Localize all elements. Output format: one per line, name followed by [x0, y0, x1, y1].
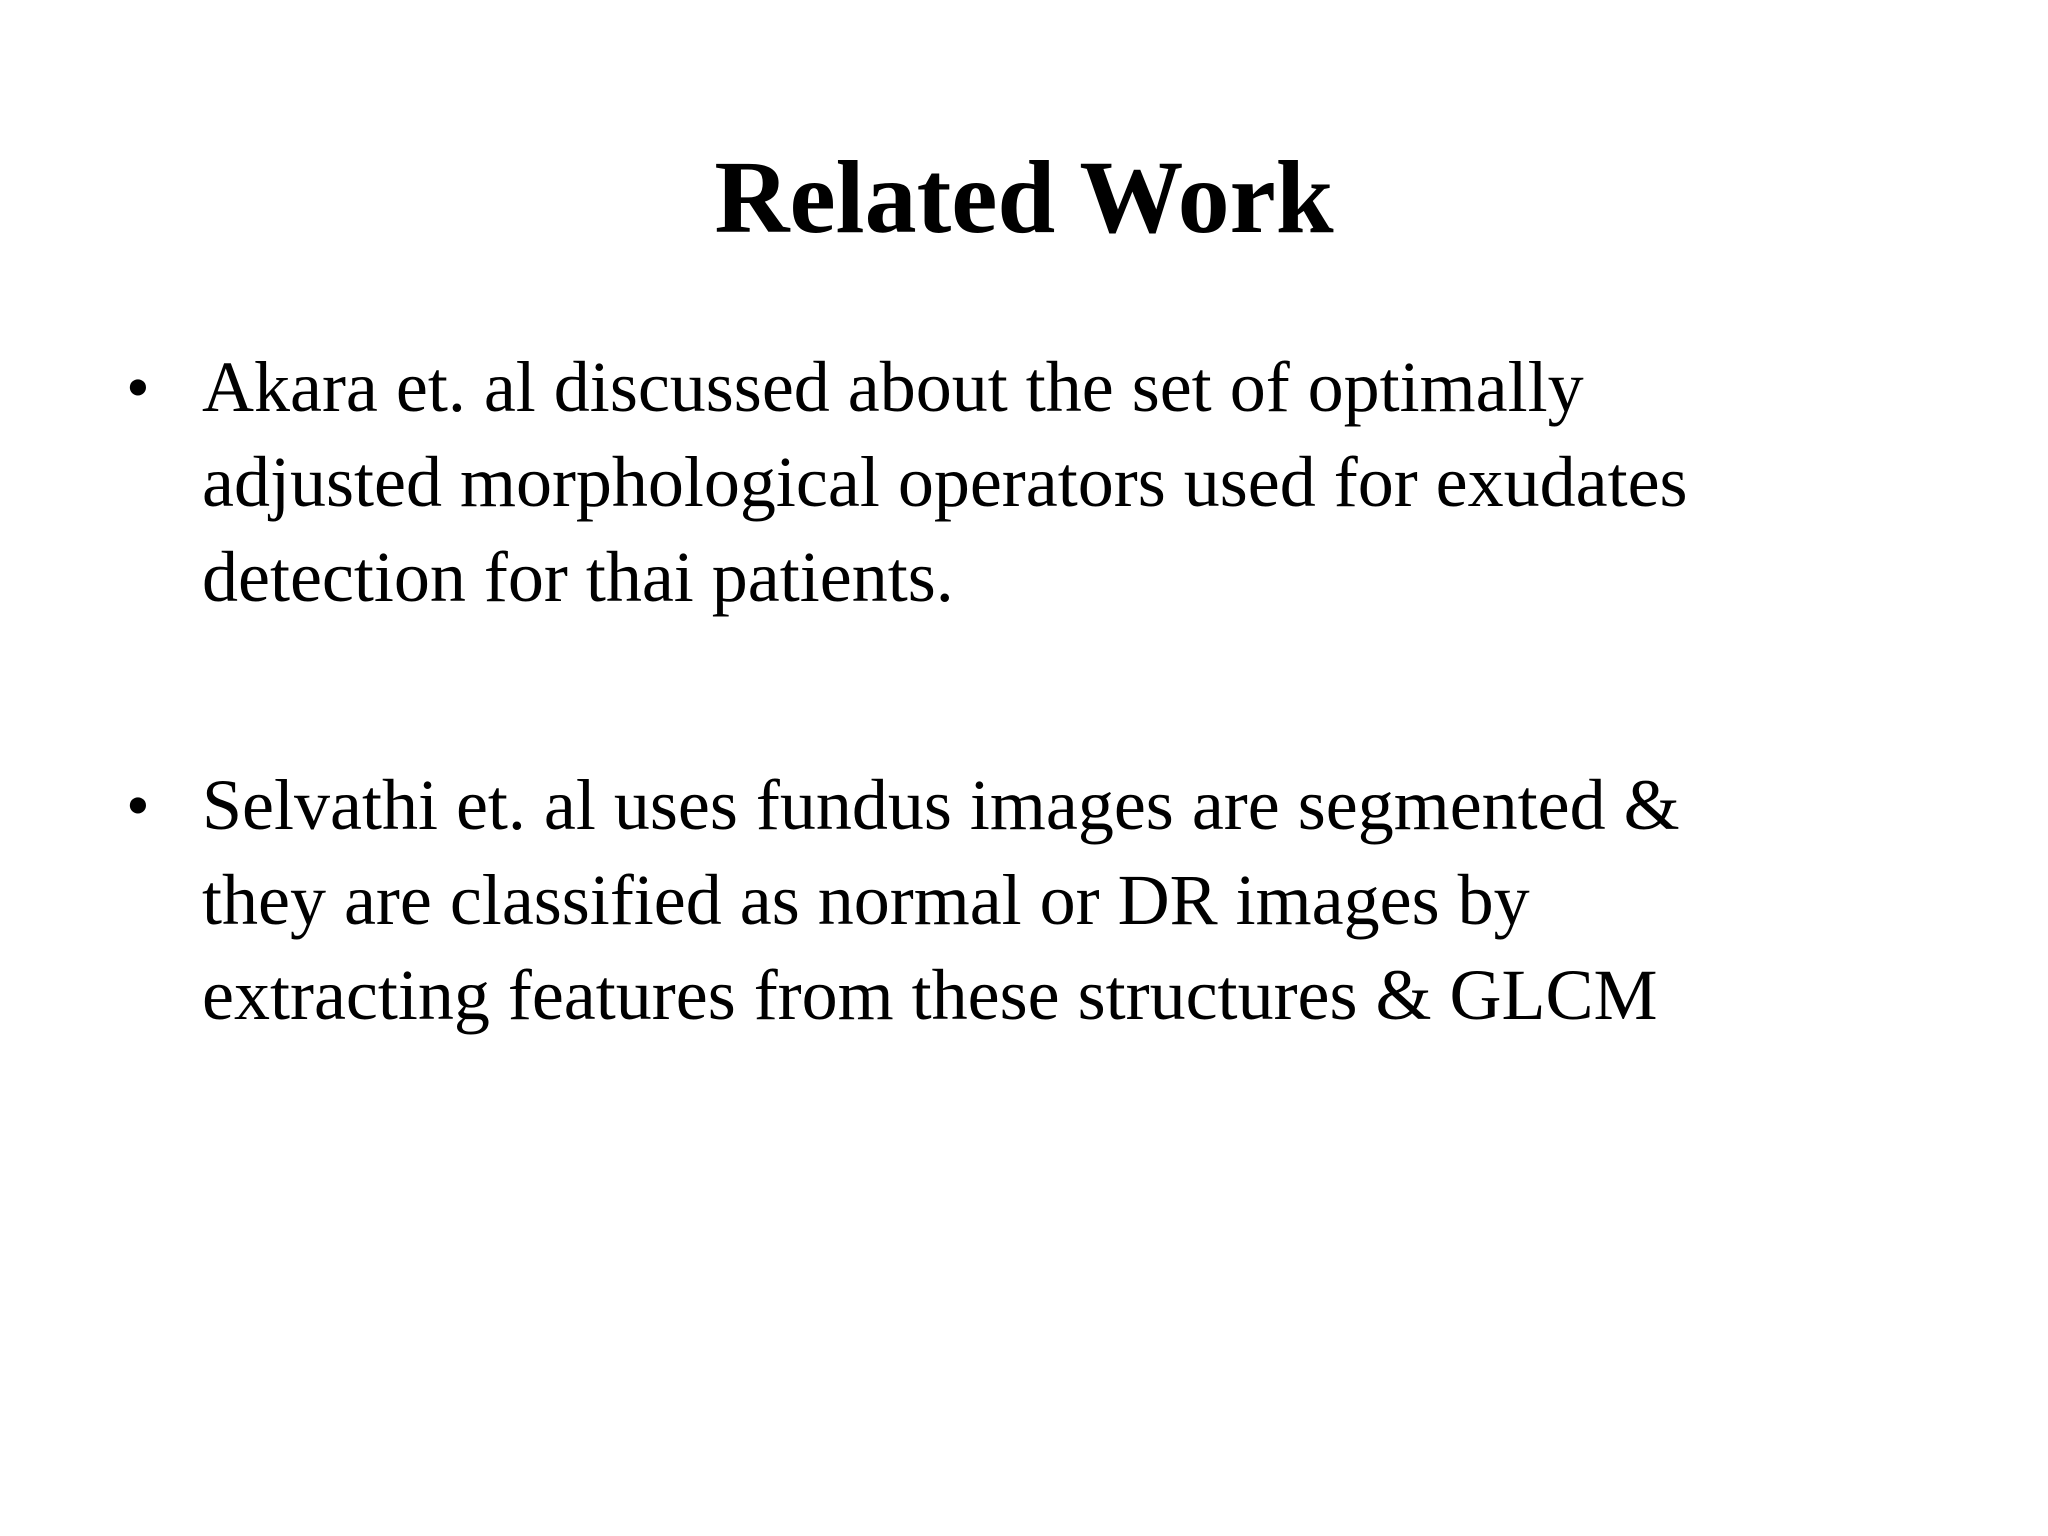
bullet-line: Selvathi et. al uses fundus images are segmented &	[202, 765, 1680, 845]
bullet-line: extracting features from these structures & GLCM	[202, 955, 1658, 1035]
bullet-dot-icon: •	[126, 349, 150, 425]
bullet-line: detection for thai patients.	[202, 537, 954, 617]
bullet-line: they are classified as normal or DR images by	[202, 860, 1530, 940]
bullet-dot-icon: •	[126, 767, 150, 843]
bullet-line: Akara et. al discussed about the set of optimally	[202, 347, 1584, 427]
bullet-item-selvathi	[118, 758, 1918, 1043]
slide-title: Related Work	[714, 140, 1334, 255]
bullet-text	[202, 340, 1902, 625]
bullet-line: adjusted morphological operators used for exudates	[202, 442, 1688, 522]
bullet-item-akara	[118, 340, 1918, 625]
bullet-text	[202, 758, 1902, 1043]
